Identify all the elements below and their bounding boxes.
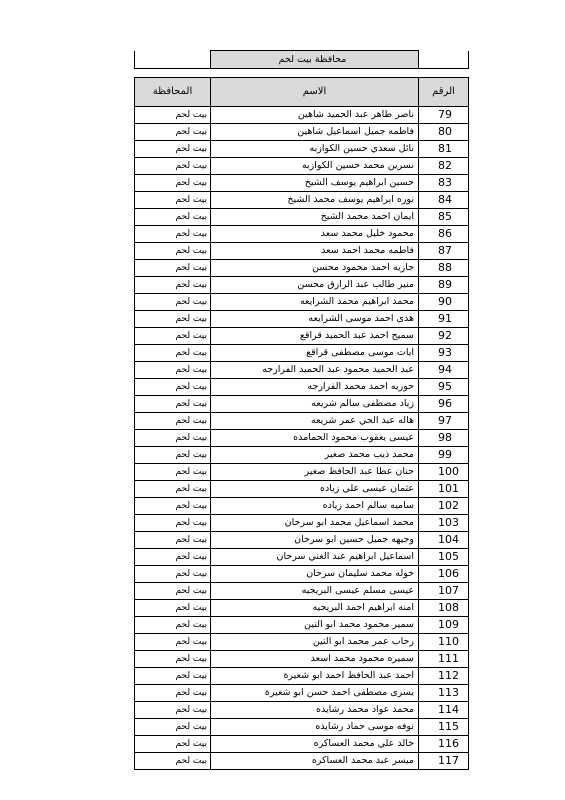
table-row xyxy=(135,362,469,379)
row-number: 107 xyxy=(419,583,469,600)
row-governorate: بيت لحم xyxy=(135,447,211,464)
row-governorate: بيت لحم xyxy=(135,277,211,294)
row-governorate: بيت لحم xyxy=(135,362,211,379)
row-name: سميح احمد عبد الحميد قراقع xyxy=(211,328,419,345)
row-governorate: بيت لحم xyxy=(135,566,211,583)
row-name: عثمان عيسى علي زياده xyxy=(211,481,419,498)
table-row xyxy=(135,736,469,753)
row-number: 114 xyxy=(419,702,469,719)
table-row xyxy=(135,175,469,192)
row-governorate: بيت لحم xyxy=(135,515,211,532)
row-number: 112 xyxy=(419,668,469,685)
row-number: 102 xyxy=(419,498,469,515)
row-governorate: بيت لحم xyxy=(135,311,211,328)
table-row xyxy=(135,532,469,549)
row-name: خالد علي محمد العساكره xyxy=(211,736,419,753)
row-number: 92 xyxy=(419,328,469,345)
table-row xyxy=(135,328,469,345)
row-number: 93 xyxy=(419,345,469,362)
row-name: جازيه احمد محمود محسن xyxy=(211,260,419,277)
row-governorate: بيت لحم xyxy=(135,719,211,736)
row-number: 113 xyxy=(419,685,469,702)
row-name: ساميه سالم احمد زياده xyxy=(211,498,419,515)
row-name: سميره محمود محمد اسعد xyxy=(211,651,419,668)
row-governorate: بيت لحم xyxy=(135,634,211,651)
row-number: 103 xyxy=(419,515,469,532)
row-number: 91 xyxy=(419,311,469,328)
row-number: 101 xyxy=(419,481,469,498)
title-row xyxy=(135,51,469,69)
row-number: 110 xyxy=(419,634,469,651)
row-governorate: بيت لحم xyxy=(135,124,211,141)
row-name: ايات موسى مصطفى قراقع xyxy=(211,345,419,362)
header-spacer xyxy=(135,69,469,78)
row-name: حنان عطا عبد الحافظ صغير xyxy=(211,464,419,481)
table-row xyxy=(135,515,469,532)
row-governorate: بيت لحم xyxy=(135,583,211,600)
row-number: 96 xyxy=(419,396,469,413)
table-row xyxy=(135,566,469,583)
row-name: نائل سعدي حسين الكوازبه xyxy=(211,141,419,158)
row-governorate: بيت لحم xyxy=(135,158,211,175)
row-governorate: بيت لحم xyxy=(135,413,211,430)
title-blank-right xyxy=(419,51,469,69)
table-row xyxy=(135,498,469,515)
row-governorate: بيت لحم xyxy=(135,481,211,498)
row-name: خوله محمد سليمان سرحان xyxy=(211,566,419,583)
row-number: 115 xyxy=(419,719,469,736)
row-governorate: بيت لحم xyxy=(135,430,211,447)
row-number: 86 xyxy=(419,226,469,243)
row-number: 104 xyxy=(419,532,469,549)
row-number: 97 xyxy=(419,413,469,430)
title-blank-left xyxy=(135,51,211,69)
row-name: سمير محمود محمد ابو التين xyxy=(211,617,419,634)
row-number: 98 xyxy=(419,430,469,447)
row-name: اسماعيل ابراهيم عبد الغني سرحان xyxy=(211,549,419,566)
row-number: 106 xyxy=(419,566,469,583)
row-number: 90 xyxy=(419,294,469,311)
row-governorate: بيت لحم xyxy=(135,226,211,243)
row-governorate: بيت لحم xyxy=(135,396,211,413)
table-row xyxy=(135,294,469,311)
table-title: محافظة بيت لحم xyxy=(211,51,419,69)
row-name: احمد عبد الحافظ احمد ابو شعيرة xyxy=(211,668,419,685)
row-governorate: بيت لحم xyxy=(135,549,211,566)
row-governorate: بيت لحم xyxy=(135,651,211,668)
row-governorate: بيت لحم xyxy=(135,685,211,702)
row-name: هدى احمد موسى الشرايعه xyxy=(211,311,419,328)
row-governorate: بيت لحم xyxy=(135,260,211,277)
table-row xyxy=(135,600,469,617)
table-row xyxy=(135,634,469,651)
row-number: 82 xyxy=(419,158,469,175)
table-row xyxy=(135,124,469,141)
row-name: عيسى مسلم عيسى البريجيه xyxy=(211,583,419,600)
row-name: محمد عواد محمد رشايده xyxy=(211,702,419,719)
row-name: محمد ذيب محمد صغير xyxy=(211,447,419,464)
row-number: 100 xyxy=(419,464,469,481)
row-number: 81 xyxy=(419,141,469,158)
table-row xyxy=(135,413,469,430)
row-number: 89 xyxy=(419,277,469,294)
row-governorate: بيت لحم xyxy=(135,107,211,124)
row-name: ايمان احمد محمد الشيخ xyxy=(211,209,419,226)
row-governorate: بيت لحم xyxy=(135,209,211,226)
row-number: 87 xyxy=(419,243,469,260)
row-number: 99 xyxy=(419,447,469,464)
table-row xyxy=(135,583,469,600)
table-row xyxy=(135,719,469,736)
row-number: 80 xyxy=(419,124,469,141)
row-governorate: بيت لحم xyxy=(135,600,211,617)
row-number: 105 xyxy=(419,549,469,566)
row-number: 83 xyxy=(419,175,469,192)
row-name: نوره ابراهيم يوسف محمد الشيخ xyxy=(211,192,419,209)
row-governorate: بيت لحم xyxy=(135,243,211,260)
row-governorate: بيت لحم xyxy=(135,532,211,549)
table-row xyxy=(135,209,469,226)
row-name: محمود خليل محمد سعد xyxy=(211,226,419,243)
row-number: 85 xyxy=(419,209,469,226)
row-governorate: بيت لحم xyxy=(135,345,211,362)
beneficiaries-table xyxy=(134,50,469,770)
row-governorate: بيت لحم xyxy=(135,328,211,345)
table-row xyxy=(135,668,469,685)
row-governorate: بيت لحم xyxy=(135,617,211,634)
row-number: 84 xyxy=(419,192,469,209)
row-name: وجيهه جميل حسين ابو سرحان xyxy=(211,532,419,549)
row-number: 95 xyxy=(419,379,469,396)
row-name: منير طالب عبد الرازق محسن xyxy=(211,277,419,294)
table-row xyxy=(135,243,469,260)
row-governorate: بيت لحم xyxy=(135,141,211,158)
table-row xyxy=(135,685,469,702)
row-governorate: بيت لحم xyxy=(135,464,211,481)
table-row xyxy=(135,260,469,277)
row-governorate: بيت لحم xyxy=(135,192,211,209)
table-row xyxy=(135,464,469,481)
header-governorate: المحافظة xyxy=(135,78,211,107)
row-governorate: بيت لحم xyxy=(135,736,211,753)
row-name: حسين ابراهيم يوسف الشيخ xyxy=(211,175,419,192)
row-governorate: بيت لحم xyxy=(135,702,211,719)
row-name: رحاب عمر محمد ابو التين xyxy=(211,634,419,651)
row-number: 108 xyxy=(419,600,469,617)
table-row xyxy=(135,396,469,413)
table-row xyxy=(135,226,469,243)
row-name: ميسر عبد محمد العساكره xyxy=(211,753,419,770)
row-governorate: بيت لحم xyxy=(135,175,211,192)
table-row xyxy=(135,107,469,124)
row-number: 88 xyxy=(419,260,469,277)
row-number: 79 xyxy=(419,107,469,124)
row-number: 111 xyxy=(419,651,469,668)
row-governorate: بيت لحم xyxy=(135,294,211,311)
table-row xyxy=(135,430,469,447)
row-name: فاطمه جميل اسماعيل شاهين xyxy=(211,124,419,141)
table-row xyxy=(135,192,469,209)
table-row xyxy=(135,141,469,158)
row-governorate: بيت لحم xyxy=(135,379,211,396)
table-row xyxy=(135,651,469,668)
table-row xyxy=(135,311,469,328)
row-name: ناصر طاهر عبد الحميد شاهين xyxy=(211,107,419,124)
table-row xyxy=(135,617,469,634)
row-governorate: بيت لحم xyxy=(135,498,211,515)
table-row xyxy=(135,379,469,396)
table-row xyxy=(135,753,469,770)
table-row xyxy=(135,549,469,566)
table-row xyxy=(135,345,469,362)
row-name: يسرى مصطفى احمد حسن ابو شعيرة xyxy=(211,685,419,702)
row-name: حوريه احمد محمد الفرارجه xyxy=(211,379,419,396)
row-name: زياد مصطفى سالم شريعه xyxy=(211,396,419,413)
table-row xyxy=(135,158,469,175)
row-number: 117 xyxy=(419,753,469,770)
row-number: 94 xyxy=(419,362,469,379)
header-row xyxy=(135,78,469,107)
document-sheet xyxy=(134,50,468,770)
row-name: هاله عبد الحي عمر شريعه xyxy=(211,413,419,430)
row-name: عيسى يعقوب محمود الحمامده xyxy=(211,430,419,447)
table-row xyxy=(135,702,469,719)
row-governorate: بيت لحم xyxy=(135,753,211,770)
row-name: امنه ابراهيم احمد البريجيه xyxy=(211,600,419,617)
row-number: 109 xyxy=(419,617,469,634)
row-name: محمد ابراهيم محمد الشرايعه xyxy=(211,294,419,311)
header-name: الاسم xyxy=(211,78,419,107)
row-name: نوفه موسى حماد رشايده xyxy=(211,719,419,736)
table-row xyxy=(135,481,469,498)
row-name: عبد الحميد محمود عبد الحميد الفرارجه xyxy=(211,362,419,379)
header-number: الرقم xyxy=(419,78,469,107)
row-governorate: بيت لحم xyxy=(135,668,211,685)
row-name: فاطمه محمد احمد سعد xyxy=(211,243,419,260)
table-row xyxy=(135,277,469,294)
table-row xyxy=(135,447,469,464)
row-name: نسرين محمد حسين الكوازبه xyxy=(211,158,419,175)
row-number: 116 xyxy=(419,736,469,753)
row-name: محمد اسماعيل محمد ابو سرحان xyxy=(211,515,419,532)
